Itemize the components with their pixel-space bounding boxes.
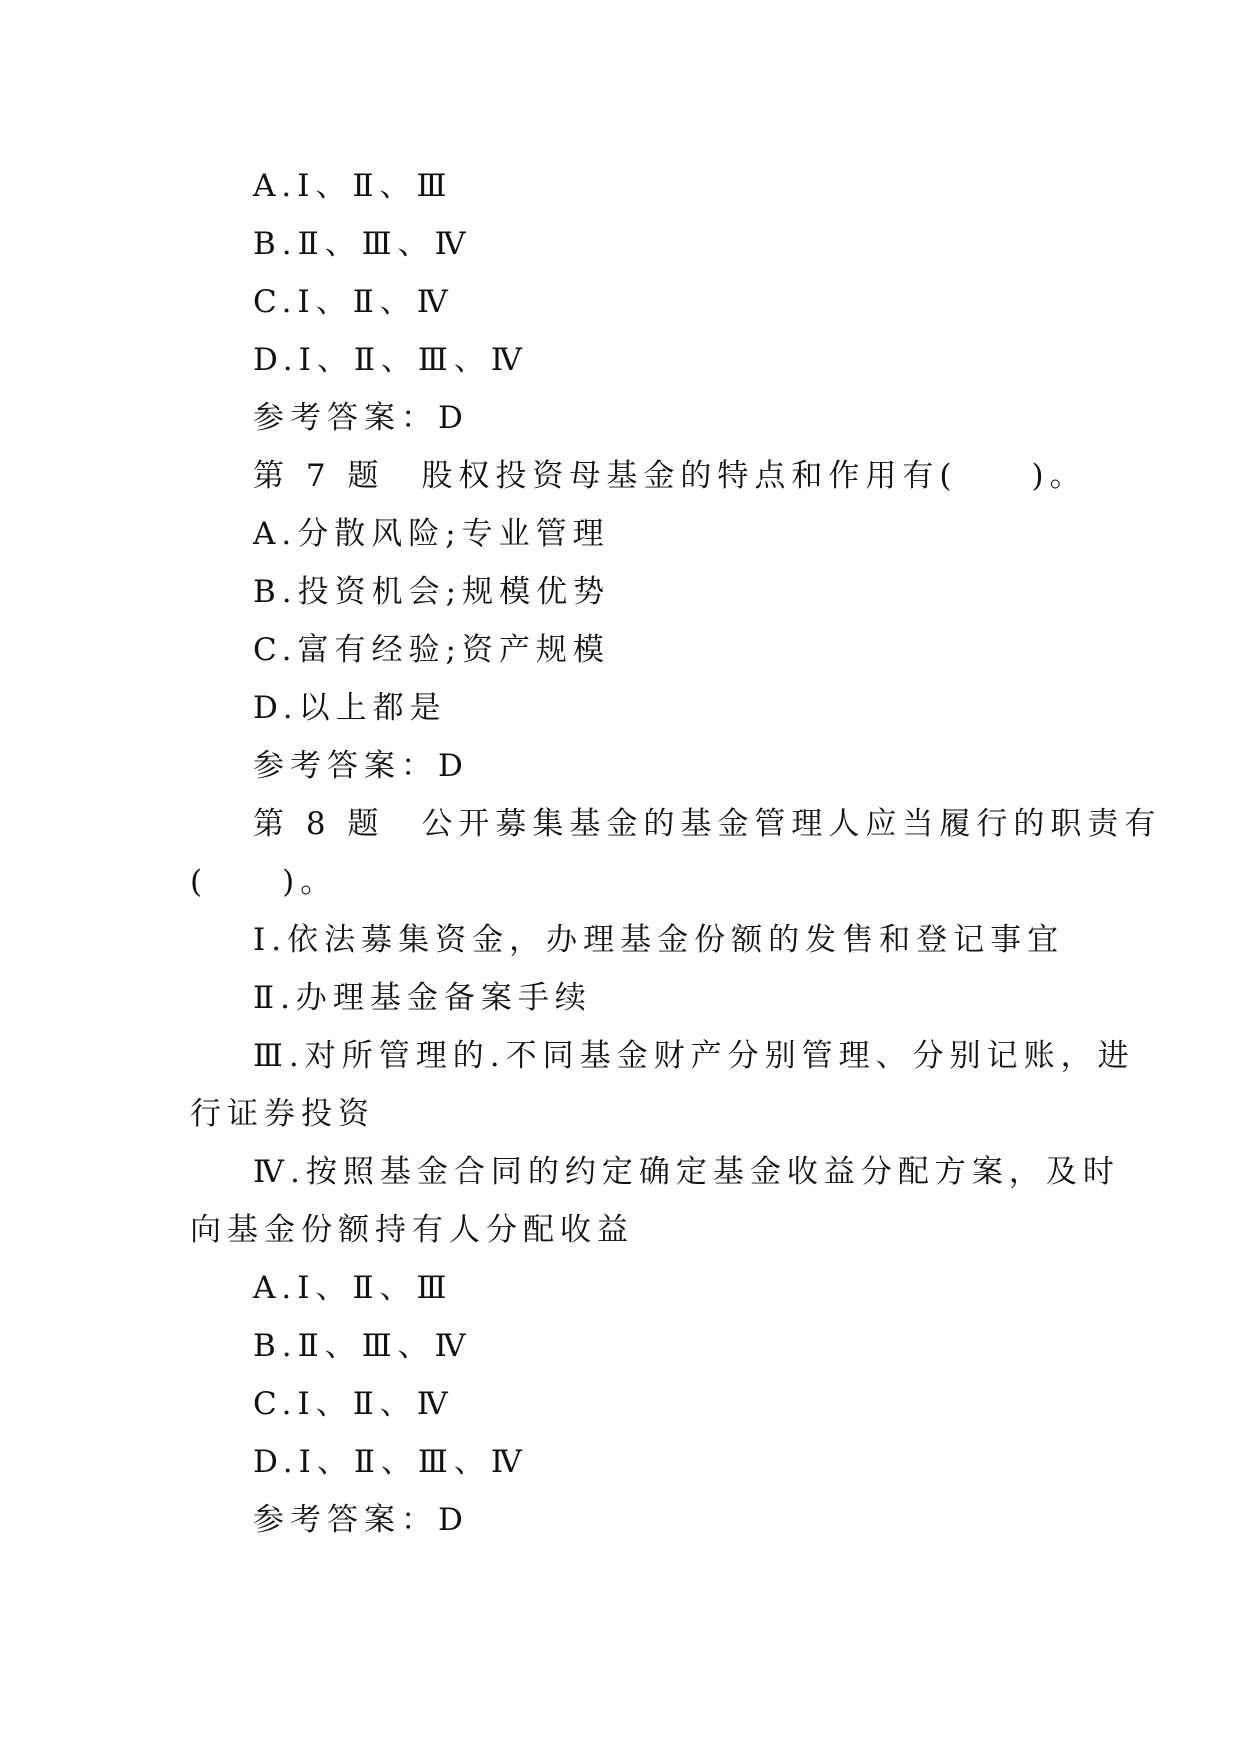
q8-question-line-1: 第 8 题 公开募集基金的基金管理人应当履行的职责有	[253, 806, 1162, 842]
q7-option-a: A.分散风险;专业管理	[253, 516, 610, 552]
q8-statement-4-line-1: Ⅳ.按照基金合同的约定确定基金收益分配方案，及时	[253, 1154, 1120, 1190]
q8-option-c: C.Ⅰ、Ⅱ、Ⅳ	[253, 1386, 454, 1422]
q6-option-d: D.Ⅰ、Ⅱ、Ⅲ、Ⅳ	[253, 342, 528, 378]
q8-option-a: A.Ⅰ、Ⅱ、Ⅲ	[253, 1270, 453, 1306]
q6-option-c: C.Ⅰ、Ⅱ、Ⅳ	[253, 284, 454, 320]
q8-statement-1: Ⅰ.依法募集资金，办理基金份额的发售和登记事宜	[253, 922, 1065, 958]
q7-answer: 参考答案：D	[253, 748, 469, 784]
q8-statement-3-line-2: 行证券投资	[190, 1096, 375, 1132]
q7-option-b: B.投资机会;规模优势	[253, 574, 611, 610]
q8-statement-2: Ⅱ.办理基金备案手续	[253, 980, 592, 1016]
q6-option-a: A.Ⅰ、Ⅱ、Ⅲ	[253, 168, 453, 204]
q8-answer: 参考答案：D	[253, 1502, 469, 1538]
q8-option-b: B.Ⅱ、Ⅲ、Ⅳ	[253, 1328, 472, 1364]
q8-statement-3-line-1: Ⅲ.对所管理的.不同基金财产分别管理、分别记账，进	[253, 1038, 1135, 1074]
q8-question-line-2: ( )。	[190, 864, 338, 900]
q6-option-b: B.Ⅱ、Ⅲ、Ⅳ	[253, 226, 472, 262]
q7-option-d: D.以上都是	[253, 690, 447, 726]
q7-option-c: C.富有经验;资产规模	[253, 632, 610, 668]
q8-statement-4-line-2: 向基金份额持有人分配收益	[190, 1212, 634, 1248]
q6-answer: 参考答案：D	[253, 400, 469, 436]
q8-option-d: D.Ⅰ、Ⅱ、Ⅲ、Ⅳ	[253, 1444, 528, 1480]
q7-question: 第 7 题 股权投资母基金的特点和作用有( )。	[253, 458, 1087, 494]
